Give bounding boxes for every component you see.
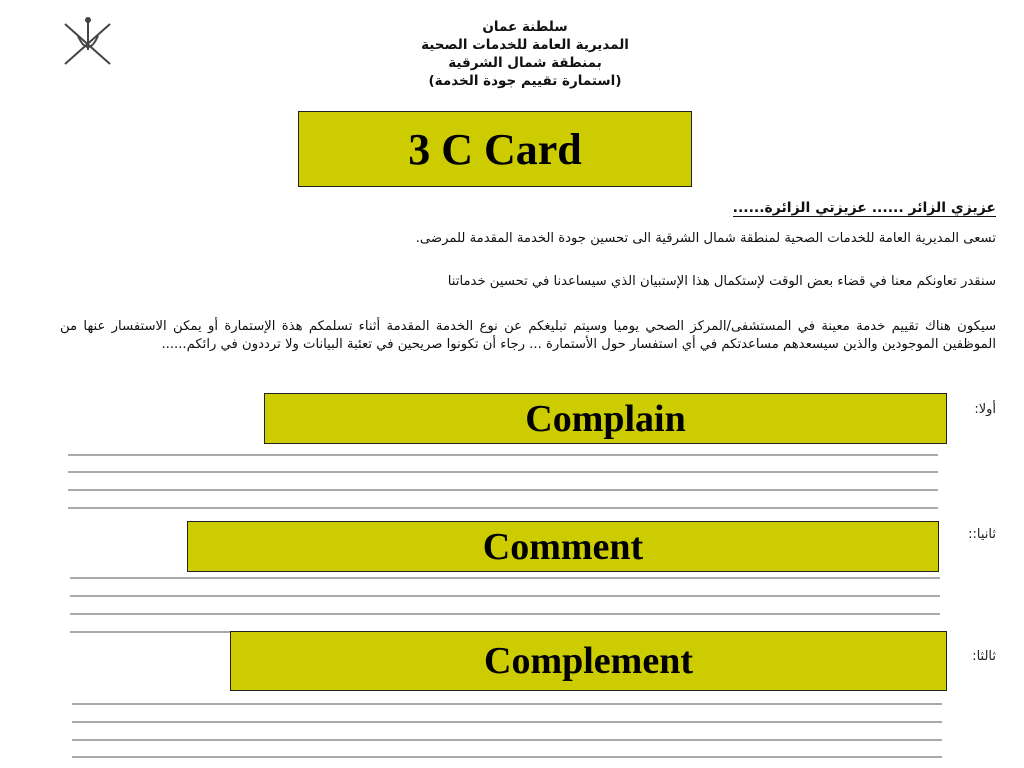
comment-tag: Comment <box>187 521 939 572</box>
complain-tag: Complain <box>264 393 947 444</box>
header-form-name: (استمارة تقييم جودة الخدمة) <box>428 73 622 89</box>
complement-tag: Complement <box>230 631 947 691</box>
header-region: بمنطقة شمال الشرقية <box>448 55 602 71</box>
header-directorate: المديرية العامة للخدمات الصحية <box>421 37 629 53</box>
paragraph-2: سنقدر تعاونكم معنا في قضاء بعض الوقت لإستكمال هذا الإستبيان الذي سيساعدنا في تحسين خدماتنا <box>447 274 996 289</box>
section-label-first: أولا: <box>974 402 996 417</box>
card-title: 3 C Card <box>298 111 692 187</box>
paragraph-3: سيكون هناك تقييم خدمة معينة في المستشفى/المركز الصحي يوميا وسيتم تبليغكم عن نوع الخدمة المقدمة أثناء تسلمكم هذة الإستمارة أو يمكن الاستفسار عنها من الموظفين الموجودين والذين سيسعدهم مساعدتكم في أي استفسار حول الأستمارة ... رجاء أن تكونوا صريحين في تعئبة البيانات ولا ترددون في رائكم...... <box>60 319 996 352</box>
section-label-second: ثانيا:: <box>968 527 996 542</box>
header-country: سلطنة عمان <box>482 19 568 35</box>
section-label-third: ثالثا: <box>972 649 996 664</box>
greeting-text: عزيزي الزائر ...... عزيزتي الزائرة...... <box>732 200 996 216</box>
paragraph-1: تسعى المديرية العامة للخدمات الصحية لمنطقة شمال الشرقية الى تحسين جودة الخدمة المقدمة للمرضى. <box>415 231 996 246</box>
